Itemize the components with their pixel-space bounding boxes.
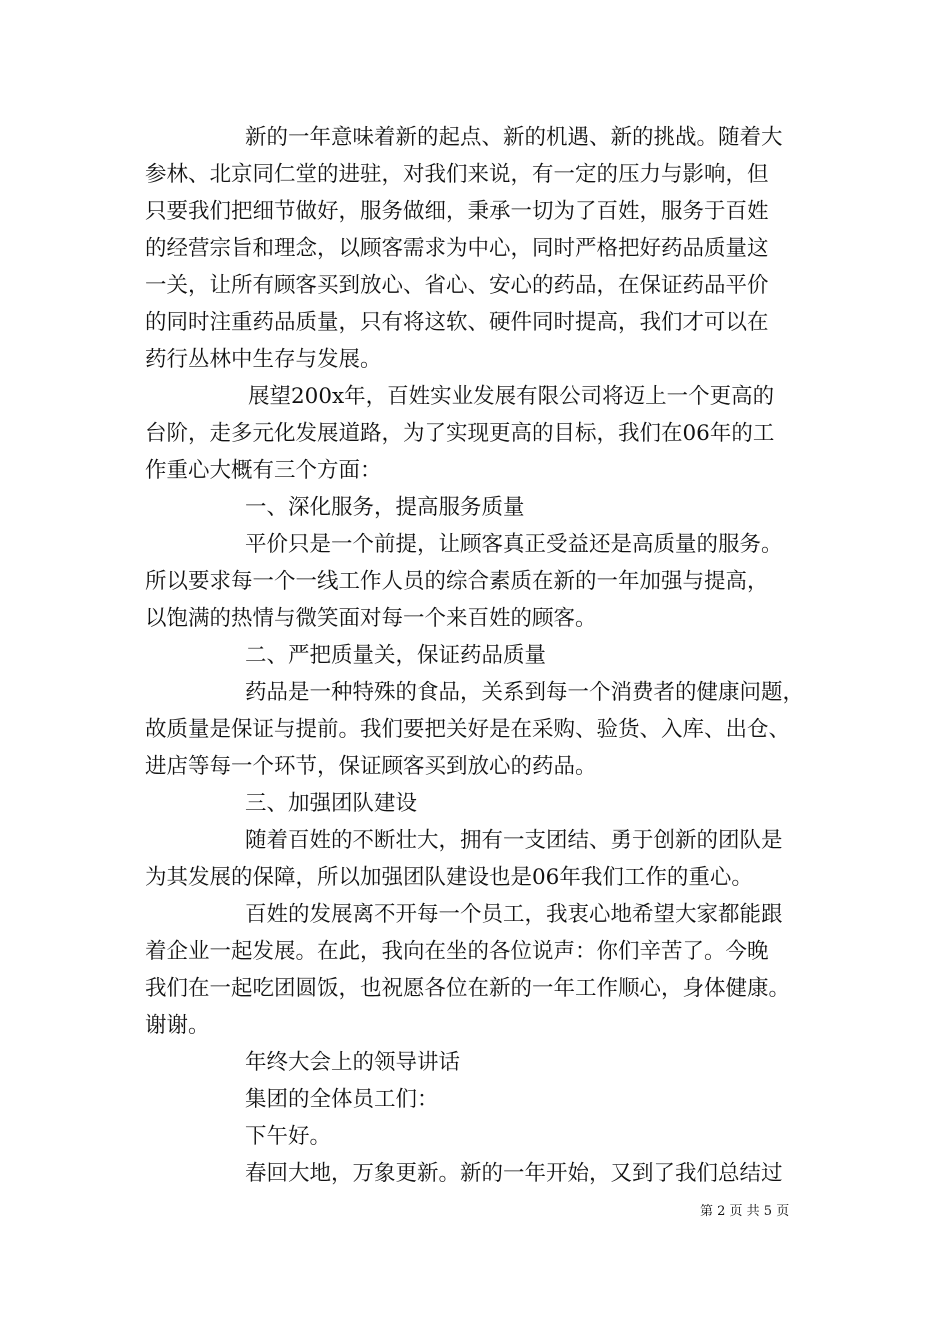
- section-heading: 三、加强团队建设: [245, 791, 418, 816]
- paragraph-line: 着企业一起发展。在此，我向在坐的各位说声：你们辛苦了。今晚: [145, 939, 769, 964]
- paragraph-line: 为其发展的保障，所以加强团队建设也是06年我们工作的重心。: [145, 865, 753, 890]
- paragraph-line: 台阶，走多元化发展道路，为了实现更高的目标，我们在06年的工: [145, 421, 775, 446]
- greeting: 下午好。: [245, 1124, 332, 1149]
- paragraph-line: 百姓的发展离不开每一个员工，我衷心地希望大家都能跟: [245, 902, 783, 927]
- section-heading: 二、严把质量关，保证药品质量: [245, 643, 547, 668]
- paragraph-line: 作重心大概有三个方面：: [145, 458, 382, 483]
- paragraph-line: 所以要求每一个一线工作人员的综合素质在新的一年加强与提高，: [145, 569, 769, 594]
- paragraph-line: 谢谢。: [145, 1013, 210, 1038]
- paragraph-line: 的同时注重药品质量，只有将这软、硬件同时提高，我们才可以在: [145, 310, 769, 335]
- paragraph-line: 的经营宗旨和理念，以顾客需求为中心，同时严格把好药品质量这: [145, 236, 769, 261]
- paragraph-line: 新的一年意味着新的起点、新的机遇、新的挑战。随着大: [245, 125, 783, 150]
- paragraph-line: 随着百姓的不断壮大，拥有一支团结、勇于创新的团队是: [245, 828, 783, 853]
- paragraph-line: 以饱满的热情与微笑面对每一个来百姓的顾客。: [145, 606, 597, 631]
- paragraph-line: 春回大地，万象更新。新的一年开始，又到了我们总结过: [245, 1161, 783, 1186]
- paragraph-line: 参林、北京同仁堂的进驻，对我们来说，有一定的压力与影响，但: [145, 162, 769, 187]
- paragraph-line: 故质量是保证与提前。我们要把关好是在采购、验货、入库、出仓、: [145, 717, 791, 742]
- paragraph-line: 一关，让所有顾客买到放心、省心、安心的药品，在保证药品平价: [145, 273, 769, 298]
- speech-title: 年终大会上的领导讲话: [245, 1050, 461, 1075]
- paragraph-line: 进店等每一个环节，保证顾客买到放心的药品。: [145, 754, 597, 779]
- paragraph-line: 平价只是一个前提，让顾客真正受益还是高质量的服务。: [245, 532, 783, 557]
- salutation: 集团的全体员工们：: [245, 1087, 439, 1112]
- paragraph-line: 只要我们把细节做好，服务做细，秉承一切为了百姓，服务于百姓: [145, 199, 769, 224]
- paragraph-line: 我们在一起吃团圆饭，也祝愿各位在新的一年工作顺心，身体健康。: [145, 976, 791, 1001]
- page-number-footer: 第 2 页 共 5 页: [700, 1204, 790, 1219]
- paragraph-line: 药行丛林中生存与发展。: [145, 347, 382, 372]
- paragraph-line: 展望200x年，百姓实业发展有限公司将迈上一个更高的: [248, 384, 775, 409]
- section-heading: 一、深化服务，提高服务质量: [245, 495, 525, 520]
- paragraph-line: 药品是一种特殊的食品，关系到每一个消费者的健康问题，: [245, 680, 805, 705]
